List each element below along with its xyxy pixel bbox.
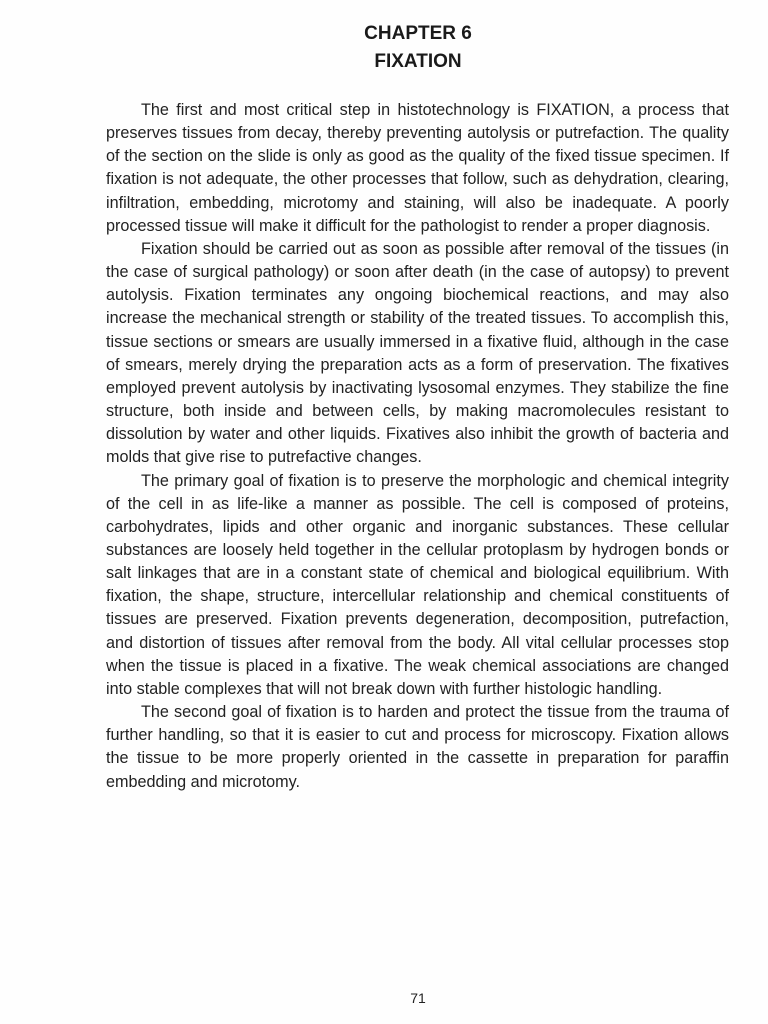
paragraph-4: The second goal of fixation is to harden and protect the tissue from the trauma of further handling, so that it is easier to cut and process for microscopy. Fixation allows the tissue to be more properly oriented in the cassette in preparation for paraffin embedding and microtomy. <box>106 703 729 791</box>
paragraph-3: The primary goal of fixation is to preserve the morphologic and chemical integrity of the cell in as life-like a manner as possible. The cell is composed of proteins, carbohydrates, lipids and other organic and inorganic substances. These cellular substances are loosely held together in the cellular protoplasm by hydrogen bonds or salt linkages that are in a constant state of chemical and biological equilibrium. With fixation, the shape, structure, intercellular relationship and chemical constituents of tissues are preserved. Fixation prevents degeneration, decomposition, putrefaction, and distortion of tissues after removal from the body. All vital cellular processes stop when the tissue is placed in a fixative. The weak chemical associations are changed into stable complexes that will not break down with further histologic handling. <box>106 471 729 698</box>
chapter-heading <box>0 20 768 76</box>
chapter-title: FIXATION <box>374 51 462 72</box>
page-number: 71 <box>410 990 426 1006</box>
body-text <box>106 99 729 794</box>
paragraph-1: The first and most critical step in histotechnology is FIXATION, a process that preserves tissues from decay, thereby preventing autolysis or putrefaction. The quality of the section on the slide is only as good as the quality of the fixed tissue specimen. If fixation is not adequate, the other processes that follow, such as dehydration, clearing, infiltration, embedding, microtomy and staining, will also be inadequate. A poorly processed tissue will make it difficult for the pathologist to render a proper diagnosis. <box>106 101 729 235</box>
chapter-label: CHAPTER 6 <box>364 23 472 44</box>
paragraph-2: Fixation should be carried out as soon as possible after removal of the tissues (in the case of surgical pathology) or soon after death (in the case of autopsy) to prevent autolysis. Fixation terminates any ongoing biochemical reactions, and may also increase the mechanical strength or stability of the treated tissues. To accomplish this, tissue sections or smears are usually immersed in a fixative fluid, although in the case of smears, merely drying the preparation acts as a form of preservation. The fixatives employed prevent autolysis by inactivating lysosomal enzymes. They stabilize the fine structure, both inside and between cells, by making macromolecules resistant to dissolution by water and other liquids. Fixatives also inhibit the growth of bacteria and molds that give rise to putrefactive changes. <box>106 239 729 467</box>
